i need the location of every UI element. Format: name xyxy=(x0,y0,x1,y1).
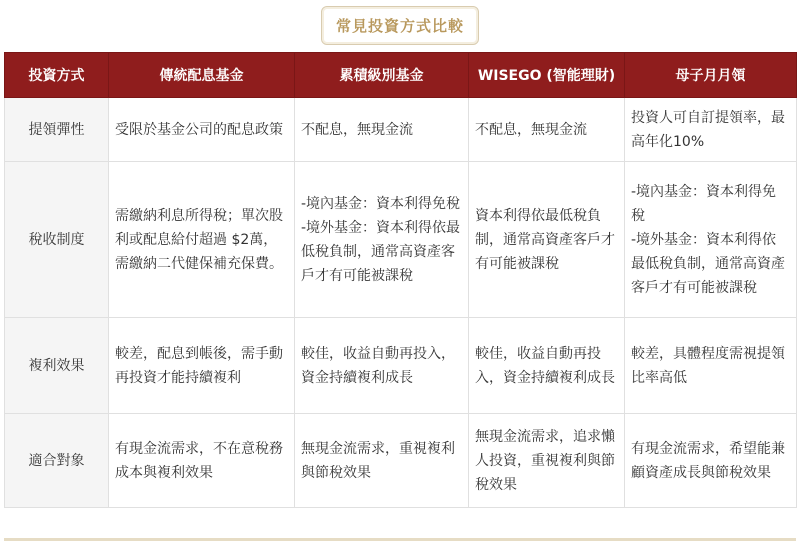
cell-text: 較佳，收益自動再投入，資金持續複利成長 xyxy=(301,345,455,386)
table-cell xyxy=(625,318,797,414)
table-cell xyxy=(625,414,797,508)
table-cell xyxy=(469,98,625,162)
table-row-tax-system xyxy=(5,162,797,318)
cell-text: -境內基金：資本利得免稅 xyxy=(631,183,777,224)
table-row-compounding xyxy=(5,318,797,414)
cell-text: 較差，具體程度需視提領比率高低 xyxy=(631,345,785,386)
cell-text: 需繳納利息所得稅；單次股利或配息給付超過 $2萬，需繳納二代健保補充保費。 xyxy=(115,207,283,272)
table-cell xyxy=(469,318,625,414)
cell-text: -境外基金：資本利得依最低稅負制，通常高資產客戶才有可能被課稅 xyxy=(301,219,461,284)
row-label: 適合對象 xyxy=(5,414,109,508)
cell-text: 有現金流需求，不在意稅務成本與複利效果 xyxy=(115,440,283,481)
table-cell xyxy=(109,318,295,414)
table-cell xyxy=(469,162,625,318)
table-cell xyxy=(295,98,469,162)
title-wrapper xyxy=(0,6,800,45)
header-monthly-payout: 母子月月領 xyxy=(625,53,797,98)
cell-text: 較差，配息到帳後，需手動再投資才能持續複利 xyxy=(115,345,283,386)
header-wisego: WISEGO (智能理財) xyxy=(469,53,625,98)
table-row-target-audience xyxy=(5,414,797,508)
cell-text: 有現金流需求，希望能兼顧資產成長與節稅效果 xyxy=(631,440,785,481)
cell-text: 投資人可自訂提領率，最高年化10% xyxy=(631,109,785,150)
header-method: 投資方式 xyxy=(5,53,109,98)
table-cell xyxy=(109,98,295,162)
page-title: 常見投資方式比較 xyxy=(321,6,479,45)
bottom-divider xyxy=(4,538,796,541)
row-label: 複利效果 xyxy=(5,318,109,414)
table-cell xyxy=(295,318,469,414)
row-label: 提領彈性 xyxy=(5,98,109,162)
table-cell xyxy=(295,414,469,508)
row-label: 稅收制度 xyxy=(5,162,109,318)
cell-text: 不配息，無現金流 xyxy=(475,121,587,138)
table-cell xyxy=(625,98,797,162)
cell-text: 不配息，無現金流 xyxy=(301,121,413,138)
table-cell xyxy=(625,162,797,318)
cell-text: 資本利得依最低稅負制，通常高資產客戶才有可能被課稅 xyxy=(475,207,615,272)
cell-text: 無現金流需求，重視複利與節稅效果 xyxy=(301,440,455,481)
table-cell xyxy=(469,414,625,508)
cell-text: -境外基金：資本利得依最低稅負制，通常高資產客戶才有可能被課稅 xyxy=(631,231,785,296)
table-row-withdrawal-flexibility xyxy=(5,98,797,162)
cell-text: 無現金流需求，追求懶人投資，重視複利與節稅效果 xyxy=(475,428,615,493)
table-header-row xyxy=(5,53,797,98)
header-traditional-dividend-fund: 傳統配息基金 xyxy=(109,53,295,98)
header-accumulation-fund: 累積級別基金 xyxy=(295,53,469,98)
table-cell xyxy=(109,162,295,318)
cell-text: -境內基金：資本利得免稅 xyxy=(301,195,461,212)
comparison-table xyxy=(4,52,797,508)
cell-text: 受限於基金公司的配息政策 xyxy=(115,121,283,138)
table-cell xyxy=(295,162,469,318)
table-cell xyxy=(109,414,295,508)
cell-text: 較佳，收益自動再投入，資金持續複利成長 xyxy=(475,345,615,386)
